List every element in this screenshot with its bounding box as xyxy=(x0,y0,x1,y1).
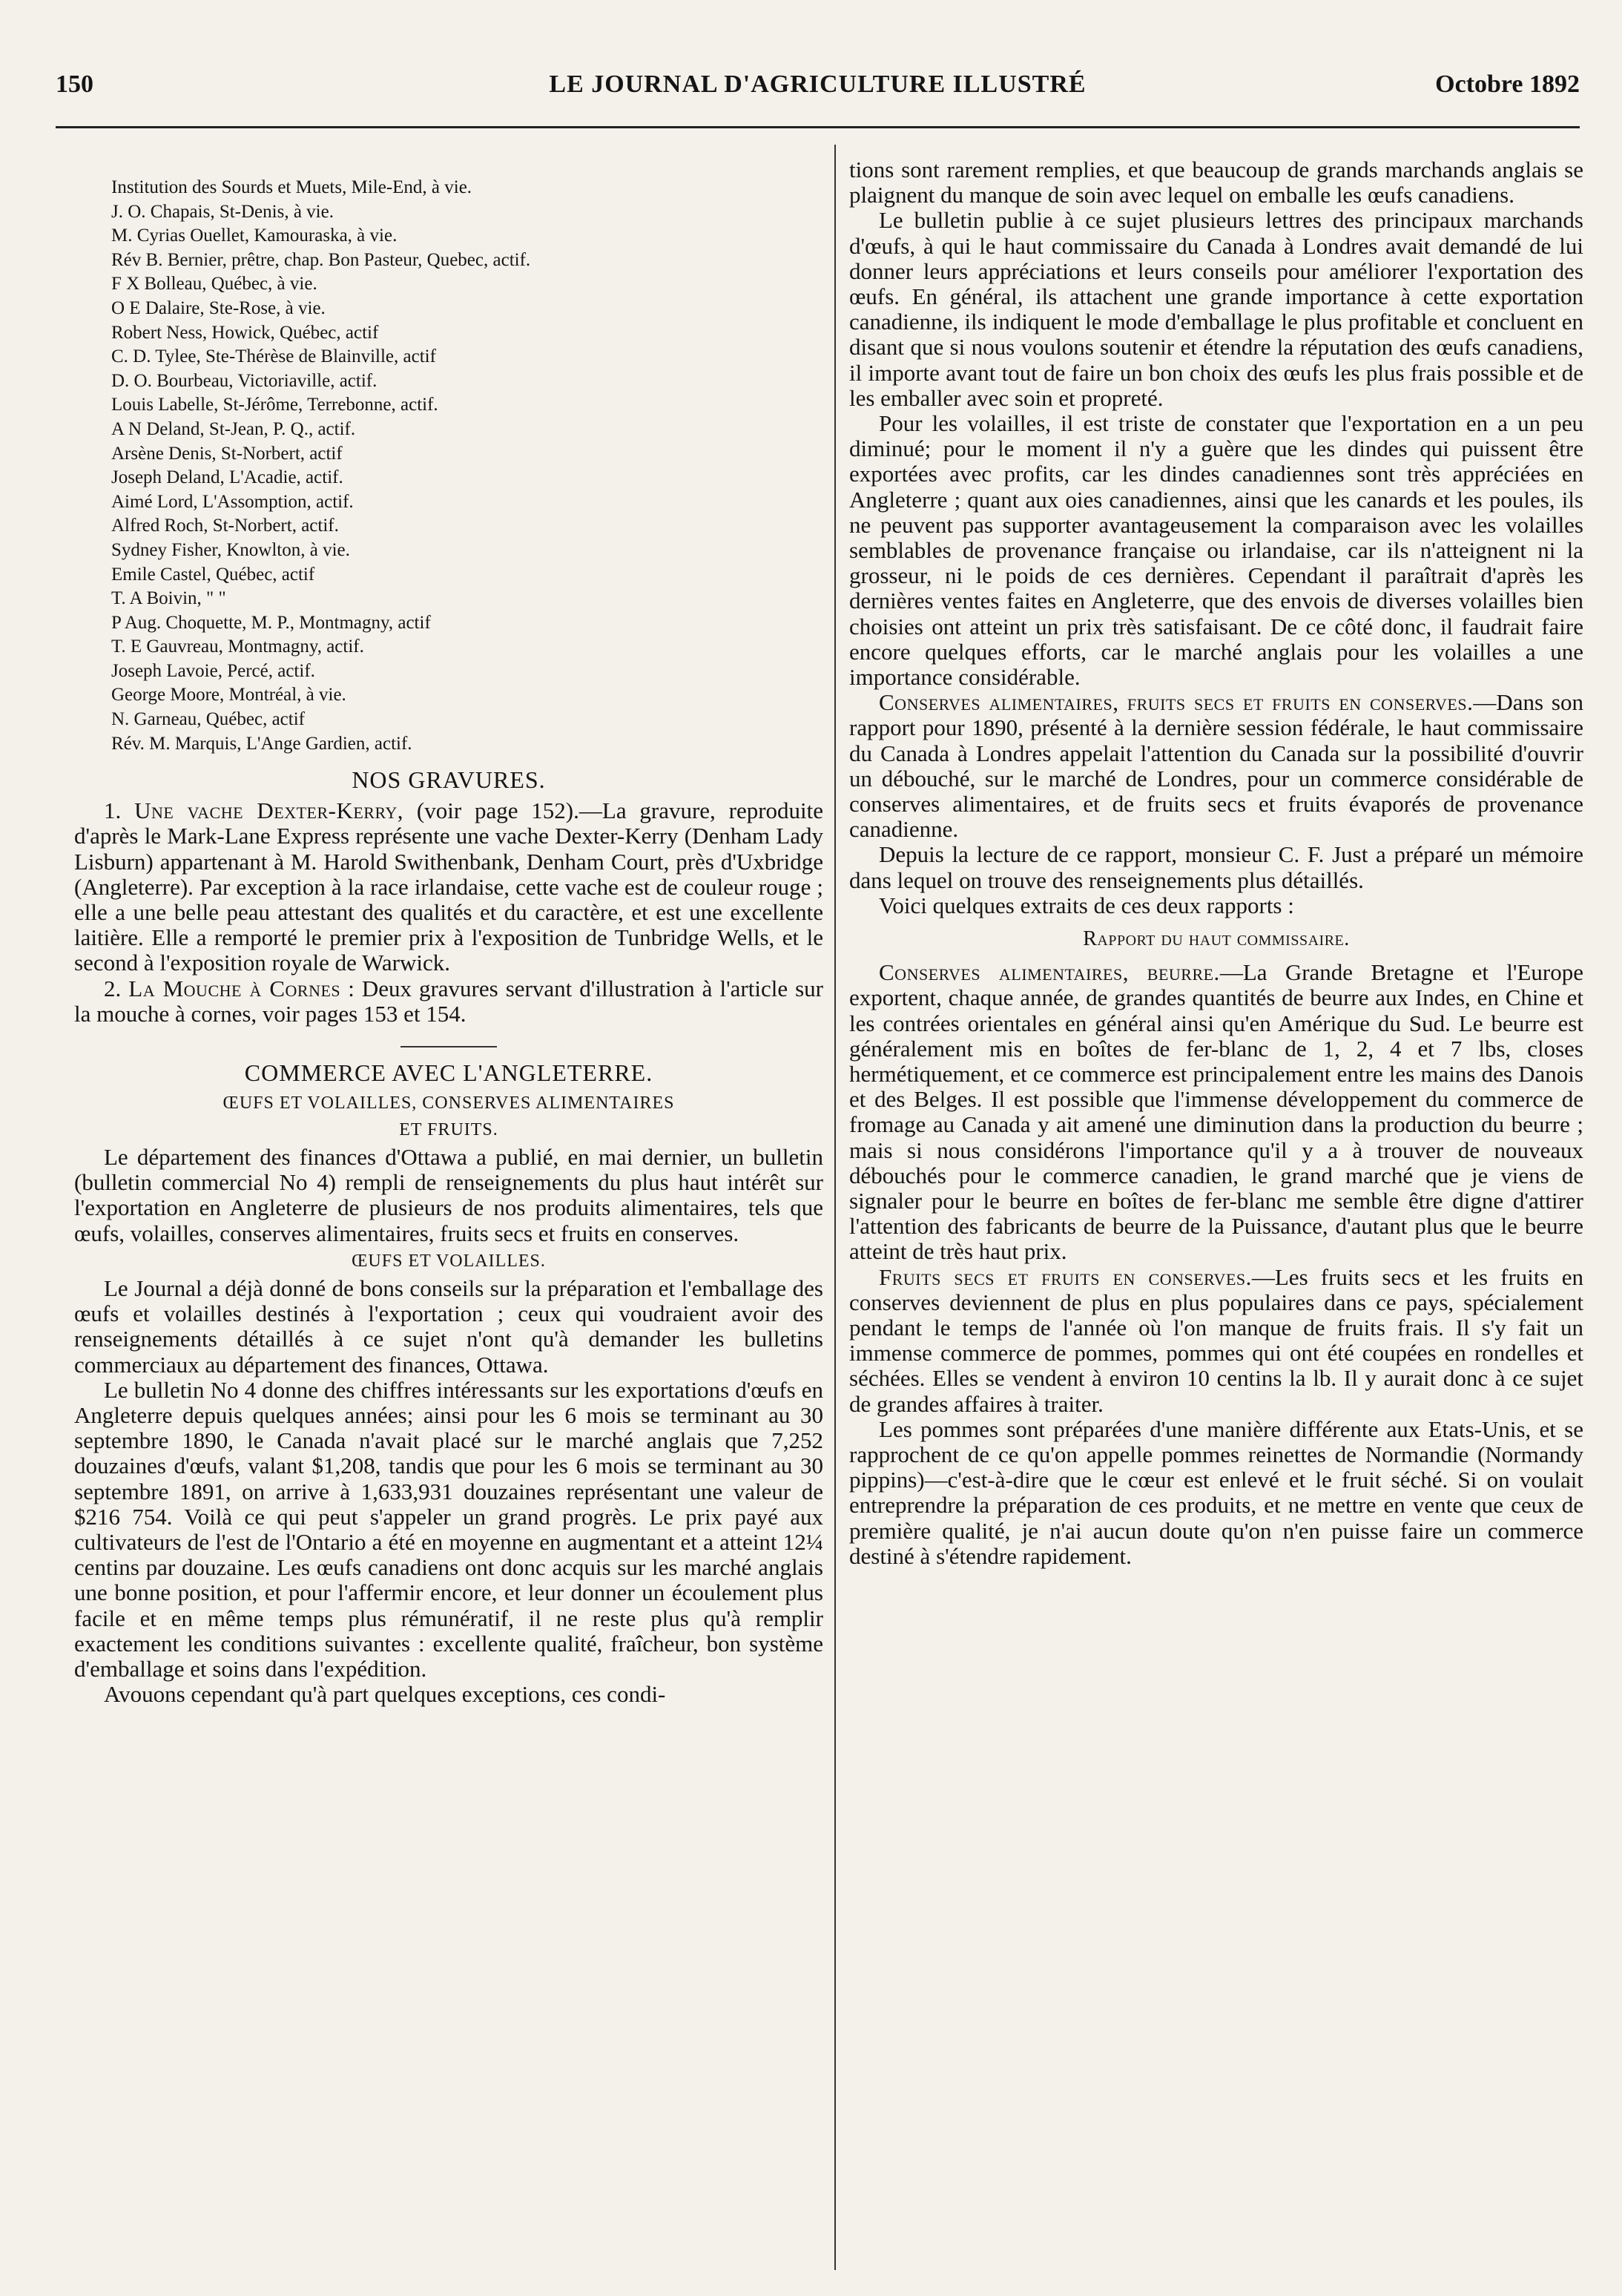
member-entry: Joseph Deland, L'Acadie, actif. xyxy=(111,467,343,488)
right-paragraph-6: Voici quelques extraits de ces deux rapports : xyxy=(879,892,1294,918)
member-entry: Aimé Lord, L'Assomption, actif. xyxy=(111,491,354,512)
member-entry: A N Deland, St-Jean, P. Q., actif. xyxy=(111,418,356,439)
column-divider xyxy=(834,145,836,2270)
member-entry: Joseph Lavoie, Percé, actif. xyxy=(111,660,315,681)
right-paragraph-9: Les pommes sont préparées d'une manière différente aux Etats-Unis, et se rapprochent de ce qu'on appelle pommes reinettes de Normandie (Normandy pippins)—c'est-à-dire que le cœur est enlevé et le fruit séché. Si on voulait entreprendre la préparation de ces produits, et ne mettre en vente que ceux de première qualité, je n'ai aucun doute qu'on n'en puisse faire un commerce destiné à s'étendre rapidement. xyxy=(849,1415,1583,1569)
right-paragraph-3: Pour les volailles, il est triste de constater que l'exportation en a un peu diminué; pour le moment il n'y a guère que les dindes qui puissent être exportées avec profits, car les dindes canadiennes sont très appréciées en Angleterre ; quant aux oies canadiennes, ainsi que les canards et les poules, ils ne peuvent pas supporter avantageusement la comparaison avec les volailles semblables de provenance française ou irlandaise, car ils n'atteignent ni la grosseur, ni le poids de ces dernières. Cependant il paraîtrait d'après les dernières ventes faites en Angleterre, que des envois de diverses volailles bien choisies ont atteint un prix très satisfaisant. De ce côté donc, il faudrait faire encore quelques efforts, car le marché anglais pour les volailles a une importance considérable. xyxy=(849,410,1583,691)
member-entry: D. O. Bourbeau, Victoriaville, actif. xyxy=(111,370,378,391)
gravure-item-1: 1. Une vache Dexter-Kerry, (voir page 152).—La gravure, reproduite d'après le Mark-Lane Express représente une vache Dexter-Kerry (Denham Lady Lisburn) appartenant à M. Harold Swithenbank, Denham Court, près d'Uxbridge (Angleterre). Par exception à la race irlandaise, cette vache est de couleur rouge ; elle a une belle peau attestant des qualités et du caractère, et est une excellente laitière. Elle a remporté le premier prix à l'exposition de Tunbridge Wells, et le second à l'exposition royale de Warwick. xyxy=(74,797,823,976)
member-entry: George Moore, Montréal, à vie. xyxy=(111,685,346,705)
member-entry: C. D. Tylee, Ste-Thérèse de Blainville, actif xyxy=(111,346,436,367)
member-entry: Robert Ness, Howick, Québec, actif xyxy=(111,322,379,343)
section-title-commerce: COMMERCE AVEC L'ANGLETERRE. xyxy=(244,1059,653,1087)
oeufs-paragraph-2: Le bulletin No 4 donne des chiffres intéressants sur les exportations d'œufs en Angleterre depuis quelques années; ainsi pour les 6 mois se terminant au 30 septembre 1890, le Canada n'avait placé sur le marché anglais que 7,252 douzaines d'œufs, valant $1,208, tandis que pour les 6 mois se terminant au 30 septembre 1891, on arrive à 1,633,931 douzaines représentant une valeur de $216 754. Voilà ce qui peut s'appeler un grand progrès. Le prix payé aux cultivateurs de l'est de l'Ontario a été en moyenne en augmentant et a atteint 12¼ centins par douzaine. Les œufs canadiens ont donc acquis sur les marché anglais une bonne position, et pour l'affermir encore, et leur donner un écoulement plus facile et en même temps plus rémunératif, il ne reste plus qu'à remplir exactement les conditions suivantes : excellente qualité, fraîcheur, bon système d'emballage et soins dans l'expédition. xyxy=(74,1376,823,1682)
issue-date: Octobre 1892 xyxy=(1435,70,1580,98)
right-paragraph-5: Depuis la lecture de ce rapport, monsieur C. F. Just a préparé un mémoire dans lequel on trouve des renseignements plus détaillés. xyxy=(849,841,1583,893)
members-list xyxy=(111,176,823,756)
commerce-intro: Le département des finances d'Ottawa a publié, en mai dernier, un bulletin (bulletin commercial No 4) rempli de renseignements du plus haut intérêt sur l'exportation en Angleterre de plusieurs de nos produits alimentaires, tels que œufs, volailles, conserves alimentaires, fruits secs et fruits en conserves. xyxy=(74,1144,823,1246)
rapport-title: Rapport du haut commissaire. xyxy=(1083,927,1350,951)
member-entry: T. A Boivin, " " xyxy=(111,588,226,609)
commerce-subtitle-2: ET FRUITS. xyxy=(399,1120,498,1140)
member-entry: Rév. M. Marquis, L'Ange Gardien, actif. xyxy=(111,733,412,754)
gravure-item-2: 2. La Mouche à Cornes : Deux gravures servant d'illustration à l'article sur la mouche à cornes, voir pages 153 et 154. xyxy=(74,975,823,1027)
header-rule xyxy=(56,126,1580,128)
page-header xyxy=(56,70,1580,115)
member-entry: Rév B. Bernier, prêtre, chap. Bon Pasteur, Quebec, actif. xyxy=(111,249,531,270)
fruits-paragraph: Fruits secs et fruits en conserves.—Les fruits secs et les fruits en conserves deviennent de plus en plus populaires dans ce pays, spécialement pendant le temps de l'année où l'on manque de fruits frais. Il s'y fait un immense commerce de pommes, pommes qui ont été coupées en rondelles et séchées. Elles se vendent à environ 10 centins la lb. Il y aurait donc à ce sujet de grandes affaires à traiter. xyxy=(849,1263,1583,1417)
member-entry: J. O. Chapais, St-Denis, à vie. xyxy=(111,201,334,222)
section-rule xyxy=(400,1046,497,1047)
member-entry: Arsène Denis, St-Norbert, actif xyxy=(111,443,343,464)
member-entry: T. E Gauvreau, Montmagny, actif. xyxy=(111,637,364,657)
member-entry: Alfred Roch, St-Norbert, actif. xyxy=(111,516,339,536)
right-paragraph-1: tions sont rarement remplies, et que beaucoup de grands marchands anglais se plaignent du manque de soin avec lequel on emballe les œufs canadiens. xyxy=(849,157,1583,208)
conserves-paragraph: Conserves alimentaires, fruits secs et fruits en conserves.—Dans son rapport pour 1890, présenté à la dernière session fédérale, le haut commissaire du Canada à Londres appelait l'attention du Canada sur la possibilité d'ouvrir un débouché, sur le marché de Londres, pour un commerce considérable de conserves alimentaires, et de fruits secs et fruits évaporés de provenance canadienne. xyxy=(849,689,1583,843)
member-entry: N. Garneau, Québec, actif xyxy=(111,709,305,730)
oeufs-paragraph-3: Avouons cependant qu'à part quelques exceptions, ces condi- xyxy=(104,1681,666,1708)
beurre-paragraph: Conserves alimentaires, beurre.—La Grande Bretagne et l'Europe exportent, chaque année, de grandes quantités de beurre aux Indes, en Chine et les contrées orientales en général ainsi qu'en Amérique du Sud. Le beurre est généralement mis en boîtes de fer-blanc de 1, 2, 4 et 7 lbs, closes hermétiquement, et ce commerce est principalement entre les mains des Danois et des Belges. Il est possible que l'immense développement du commerce de fromage au Canada y ait amené une diminution dans la production du beurre ; mais si nous considérons l'importance qu'il y a à trouver de nouveaux débouchés pour le commerce canadien, le grand marché que je viens de signaler pour le beurre en boîtes de fer-blanc me semble être digne d'attirer l'attention des fabricants de beurre de la Puissance, d'autant plus que le beurre atteint de très haut prix. xyxy=(849,959,1583,1265)
member-entry: P Aug. Choquette, M. P., Montmagny, actif xyxy=(111,612,431,633)
journal-title: LE JOURNAL D'AGRICULTURE ILLUSTRÉ xyxy=(549,70,1087,98)
right-column xyxy=(849,157,1583,2257)
right-paragraph-2: Le bulletin publie à ce sujet plusieurs lettres des principaux marchands d'œufs, à qui le haut commissaire du Canada à Londres avait demandé de lui donner leurs appréciations et leurs conseils pour améliorer l'exportation des œufs. En général, ils attachent une grande importance à cette exportation canadienne, ils indiquent le mode d'emballage le plus profitable et concluent en disant que si nous voulons soutenir et étendre la réputation des œufs canadiens, il importe avant tout de faire un bon choix des œufs les plus frais possible et de les emballer avec soin et propreté. xyxy=(849,207,1583,411)
member-entry: Louis Labelle, St-Jérôme, Terrebonne, actif. xyxy=(111,395,438,415)
member-entry: Emile Castel, Québec, actif xyxy=(111,564,315,585)
member-entry: O E Dalaire, Ste-Rose, à vie. xyxy=(111,297,326,318)
left-column xyxy=(74,157,823,2257)
member-entry: Institution des Sourds et Muets, Mile-End, à vie. xyxy=(111,177,472,197)
member-entry: M. Cyrias Ouellet, Kamouraska, à vie. xyxy=(111,226,398,246)
member-entry: F X Bolleau, Québec, à vie. xyxy=(111,274,317,295)
oeufs-title: ŒUFS ET VOLAILLES. xyxy=(352,1251,546,1271)
oeufs-paragraph-1: Le Journal a déjà donné de bons conseils sur la préparation et l'emballage des œufs et volailles destinés à l'exportation ; ceux qui voudraient avoir des renseignements détaillés à ce sujet n'ont qu'à demander les bulletins commerciaux au département des finances, Ottawa. xyxy=(74,1274,823,1378)
member-entry: Sydney Fisher, Knowlton, à vie. xyxy=(111,539,350,560)
commerce-subtitle-1: ŒUFS ET VOLAILLES, CONSERVES ALIMENTAIRES xyxy=(222,1093,675,1114)
page-number: 150 xyxy=(56,70,93,98)
section-title-nos-gravures: NOS GRAVURES. xyxy=(352,766,546,794)
